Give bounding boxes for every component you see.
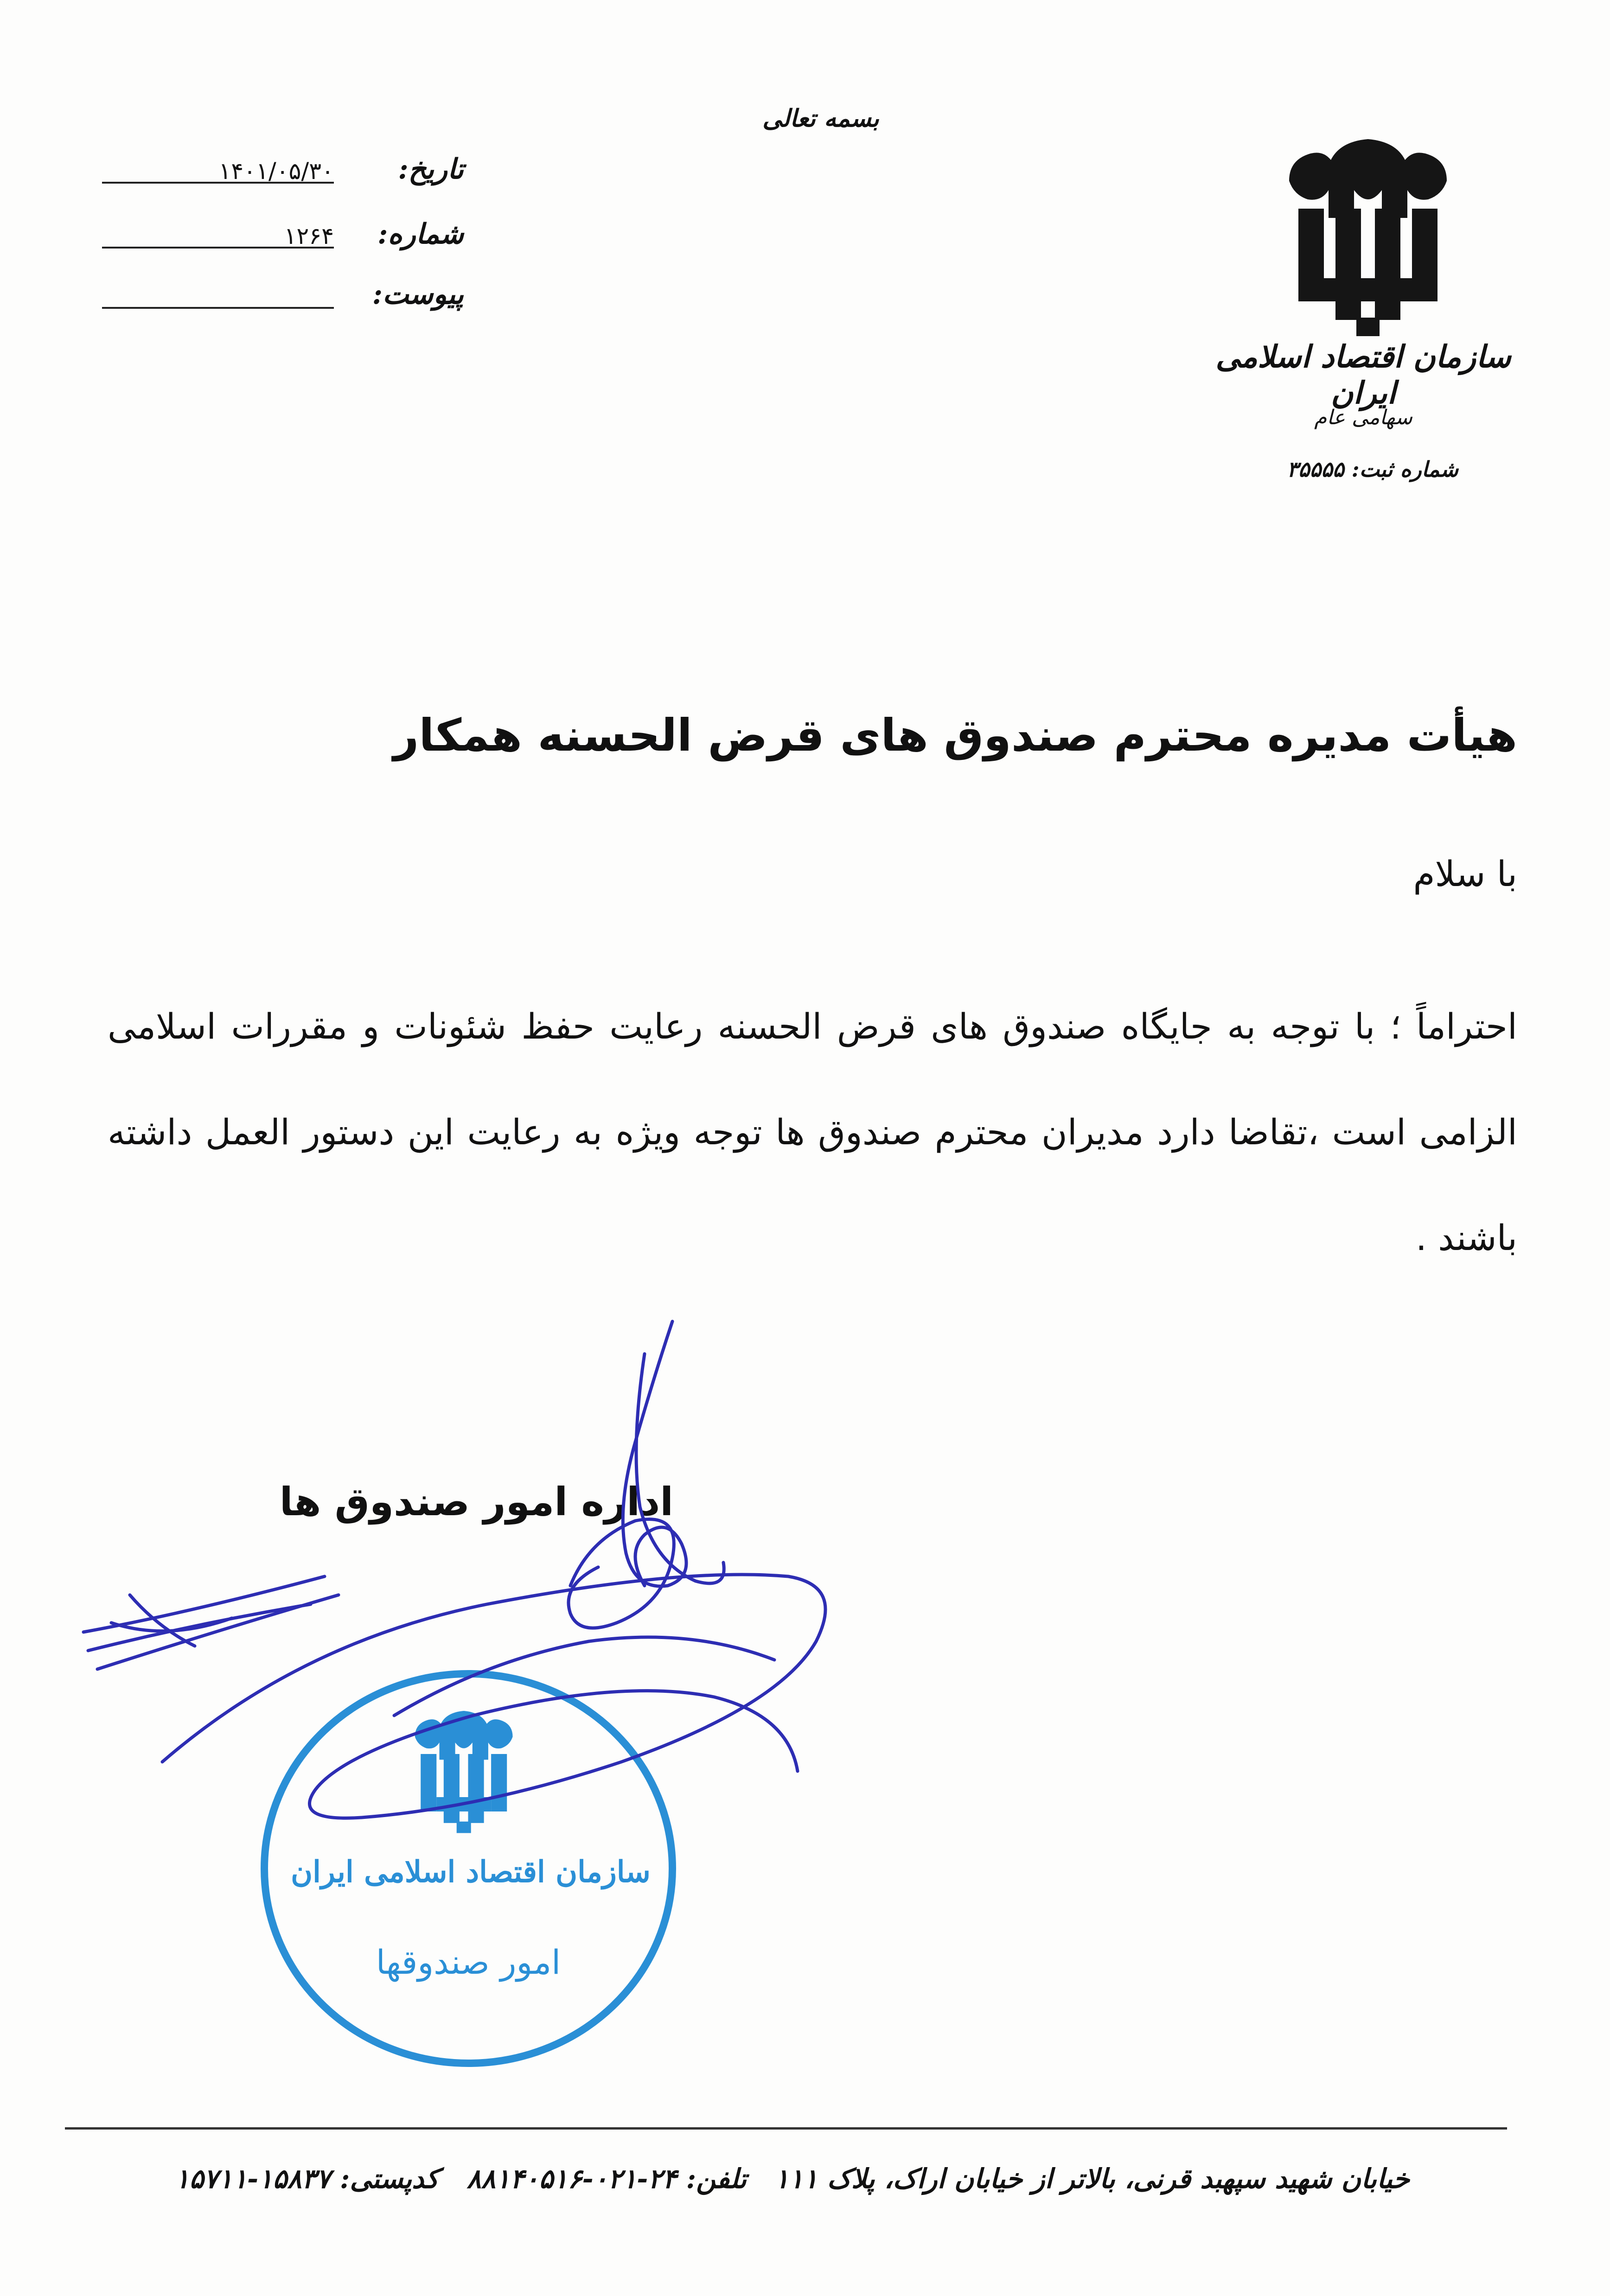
footer-postal-code: کدپستی: ۱۵۸۳۷-۱۵۷۱۱ [175,2163,439,2194]
registration-number: شماره ثبت: ۳۵۵۵۵ [1287,457,1458,482]
letter-recipient: هیأت مدیره محترم صندوق های قرض الحسنه همکار [393,709,1517,761]
date-underline [102,182,334,184]
date-value: ۱۴۰۱/۰۵/۳۰ [218,158,334,185]
bismillah: بسمه تعالی [762,104,879,133]
stamp-org-name: سازمان اقتصاد اسلامی ایران [291,1855,651,1889]
date-row [102,153,464,195]
footer-phone: تلفن: ۲۴-۰۲۱-۸۸۱۴۰۵۱۶ [466,2163,747,2194]
organization-logo [1271,139,1465,338]
letter-body: احتراماً ؛ با توجه به جایگاه صندوق های قرض الحسنه رعایت حفظ شئونات و مقررات اسلامی الزامی است ،تقاضا دارد مدیران محترم صندوق ها توجه ویژه به رعایت این دستور العمل داشته باشند . [108,1006,1517,1258]
attachment-underline [102,307,334,309]
number-row [102,218,464,260]
stamp-department: امور صندوقها [376,1943,561,1982]
footer-contact [176,2163,1410,2194]
organization-name: سازمان اقتصاد اسلامی ایران [1215,338,1511,411]
handwritten-signature [70,1298,951,1901]
attachment-row [102,278,464,320]
footer-divider [65,2127,1507,2130]
letter-sender: اداره امور صندوق ها [279,1479,673,1524]
date-label: تاریخ: [398,153,464,185]
number-value: ۱۲۶۴ [284,223,334,249]
attachment-label: پیوست: [372,278,464,311]
letter-greeting: با سلام [1413,853,1517,894]
organization-type: سهامی عام [1314,406,1412,429]
number-label: شماره: [377,218,464,250]
footer-address: خیابان شهید سپهبد قرنی، بالاتر از خیابان اراک، پلاک ۱۱۱ [774,2163,1410,2194]
number-underline [102,247,334,249]
